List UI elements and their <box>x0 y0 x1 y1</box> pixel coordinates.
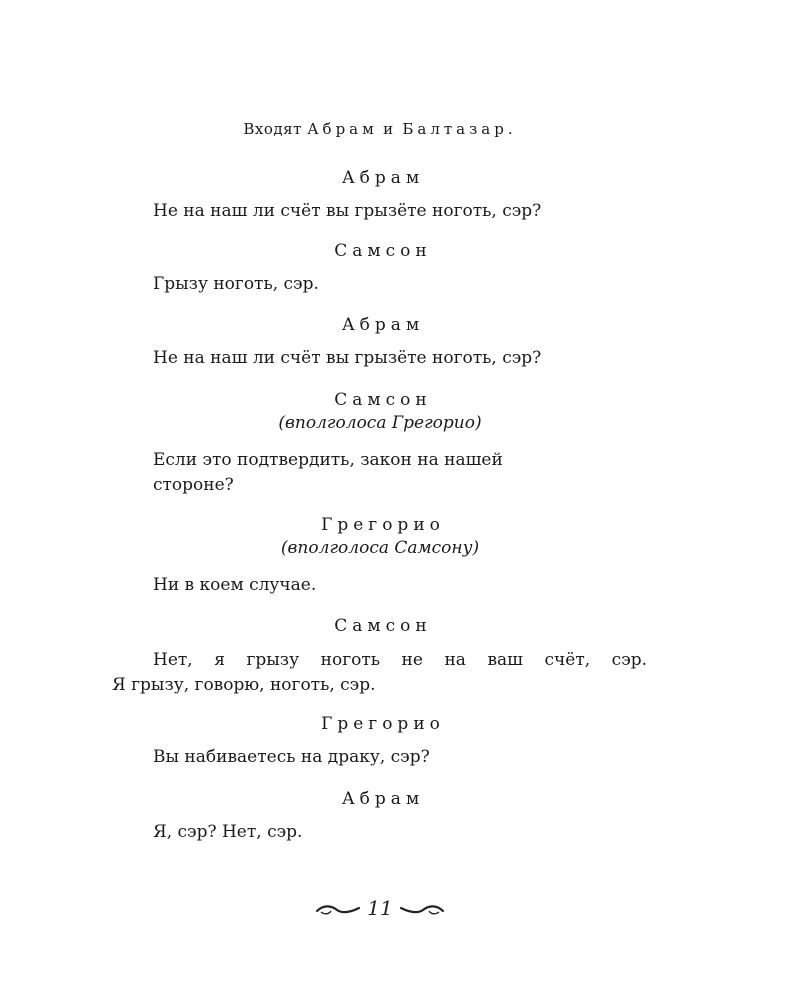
right-flourish-icon <box>399 902 445 918</box>
page-number <box>0 896 760 920</box>
dialogue-line-part: Если это подтвердить, закон на нашей <box>153 450 503 470</box>
dialogue-line: Я, сэр? Нет, сэр. <box>153 822 303 842</box>
speaker-name: Грегорио <box>321 714 445 734</box>
speaker-name: Абрам <box>341 168 425 188</box>
stage-direction-name-baltazar: Балтазар. <box>402 120 517 138</box>
dialogue-line: Не на наш ли счёт вы грызёте ноготь, сэр? <box>153 201 542 221</box>
dialogue-line: Не на наш ли счёт вы грызёте ноготь, сэр? <box>153 348 542 368</box>
dialogue-line: Вы набиваетесь на драку, сэр? <box>153 747 430 767</box>
stage-aside: (вполголоса Грегорио) <box>278 413 482 433</box>
speaker-name: Абрам <box>341 315 425 335</box>
dialogue-line-part: Я грызу, говорю, ноготь, сэр. <box>112 675 376 695</box>
speaker-name: Самсон <box>334 616 432 636</box>
left-flourish-icon <box>315 902 361 918</box>
dialogue-line: Грызу ноготь, сэр. <box>153 274 319 294</box>
stage-direction-name-abram: Абрам <box>307 120 378 138</box>
dialogue-line <box>153 448 653 498</box>
speaker-name: Грегорио <box>321 515 445 535</box>
speaker-name: Абрам <box>341 789 425 809</box>
page-number-text: 11 <box>367 896 393 920</box>
dialogue-line-part: Нет, я грызу ноготь не на ваш счёт, сэр. <box>153 650 647 670</box>
stage-direction <box>0 120 760 138</box>
speaker-name: Самсон <box>334 241 432 261</box>
dialogue-line: Ни в коем случае. <box>153 575 317 595</box>
dialogue-line-part: стороне? <box>153 475 234 495</box>
stage-direction-prefix: Входят <box>243 120 302 138</box>
speaker-name: Самсон <box>334 390 432 410</box>
stage-aside: (вполголоса Самсону) <box>280 538 480 558</box>
stage-direction-conj: и <box>383 120 398 138</box>
dialogue-line <box>112 648 647 698</box>
